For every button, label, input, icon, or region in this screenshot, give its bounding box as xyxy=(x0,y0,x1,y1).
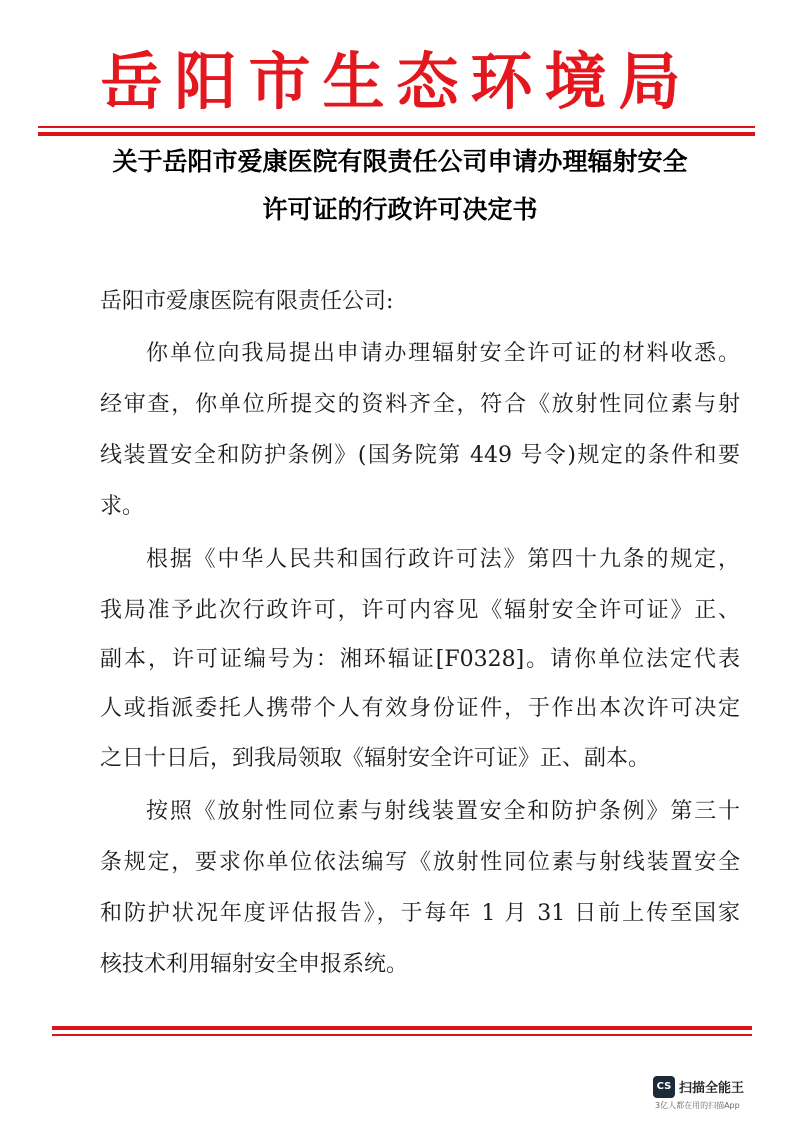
paragraph-2-line: 之日十日后，到我局领取《辐射安全许可证》正、副本。 xyxy=(100,746,651,771)
paragraph-3-line: 条规定，要求你单位依法编写《放射性同位素与射线装置安全 xyxy=(100,850,740,875)
scanner-watermark xyxy=(653,1074,771,1114)
paragraph-1-line: 求。 xyxy=(100,494,145,519)
paragraph-1-line: 线装置安全和防护条例》(国务院第 449 号令)规定的条件和要 xyxy=(100,443,740,468)
camscanner-logo-icon: CS xyxy=(653,1076,675,1098)
document-title-line-1: 关于岳阳市爱康医院有限责任公司申请办理辐射安全 xyxy=(112,147,688,176)
masthead-red-rule xyxy=(38,126,755,138)
document-title-line-2: 许可证的行政许可决定书 xyxy=(262,195,538,224)
rule-thin-line xyxy=(52,1034,752,1036)
salutation: 岳阳市爱康医院有限责任公司: xyxy=(100,289,394,314)
paragraph-1-line: 经审查，你单位所提交的资料齐全，符合《放射性同位素与射 xyxy=(100,392,740,417)
paragraph-2-line: 副本，许可证编号为：湘环辐证[F0328]。请你单位法定代表 xyxy=(100,647,740,672)
agency-masthead: 岳阳市生态环境局 xyxy=(100,45,693,118)
scanner-app-name: 扫描全能王 xyxy=(679,1081,745,1096)
paragraph-2-line: 根据《中华人民共和国行政许可法》第四十九条的规定， xyxy=(146,547,740,572)
rule-thick-line xyxy=(38,132,755,136)
paragraph-2-line: 人或指派委托人携带个人有效身份证件，于作出本次许可决定 xyxy=(100,696,740,721)
rule-thin-line xyxy=(38,126,755,128)
paragraph-3-line: 核技术利用辐射安全申报系统。 xyxy=(100,952,409,977)
footer-red-rule xyxy=(52,1026,752,1040)
paragraph-2-line: 我局准予此次行政许可，许可内容见《辐射安全许可证》正、 xyxy=(100,598,740,623)
paragraph-1-line: 你单位向我局提出申请办理辐射安全许可证的材料收悉。 xyxy=(146,341,740,366)
rule-thick-line xyxy=(52,1026,752,1030)
paragraph-3-line: 和防护状况年度评估报告》，于每年 1 月 31 日前上传至国家 xyxy=(100,901,740,926)
paragraph-3-line: 按照《放射性同位素与射线装置安全和防护条例》第三十 xyxy=(146,799,740,824)
scanner-tagline: 3亿人都在用的扫描App xyxy=(655,1101,740,1110)
